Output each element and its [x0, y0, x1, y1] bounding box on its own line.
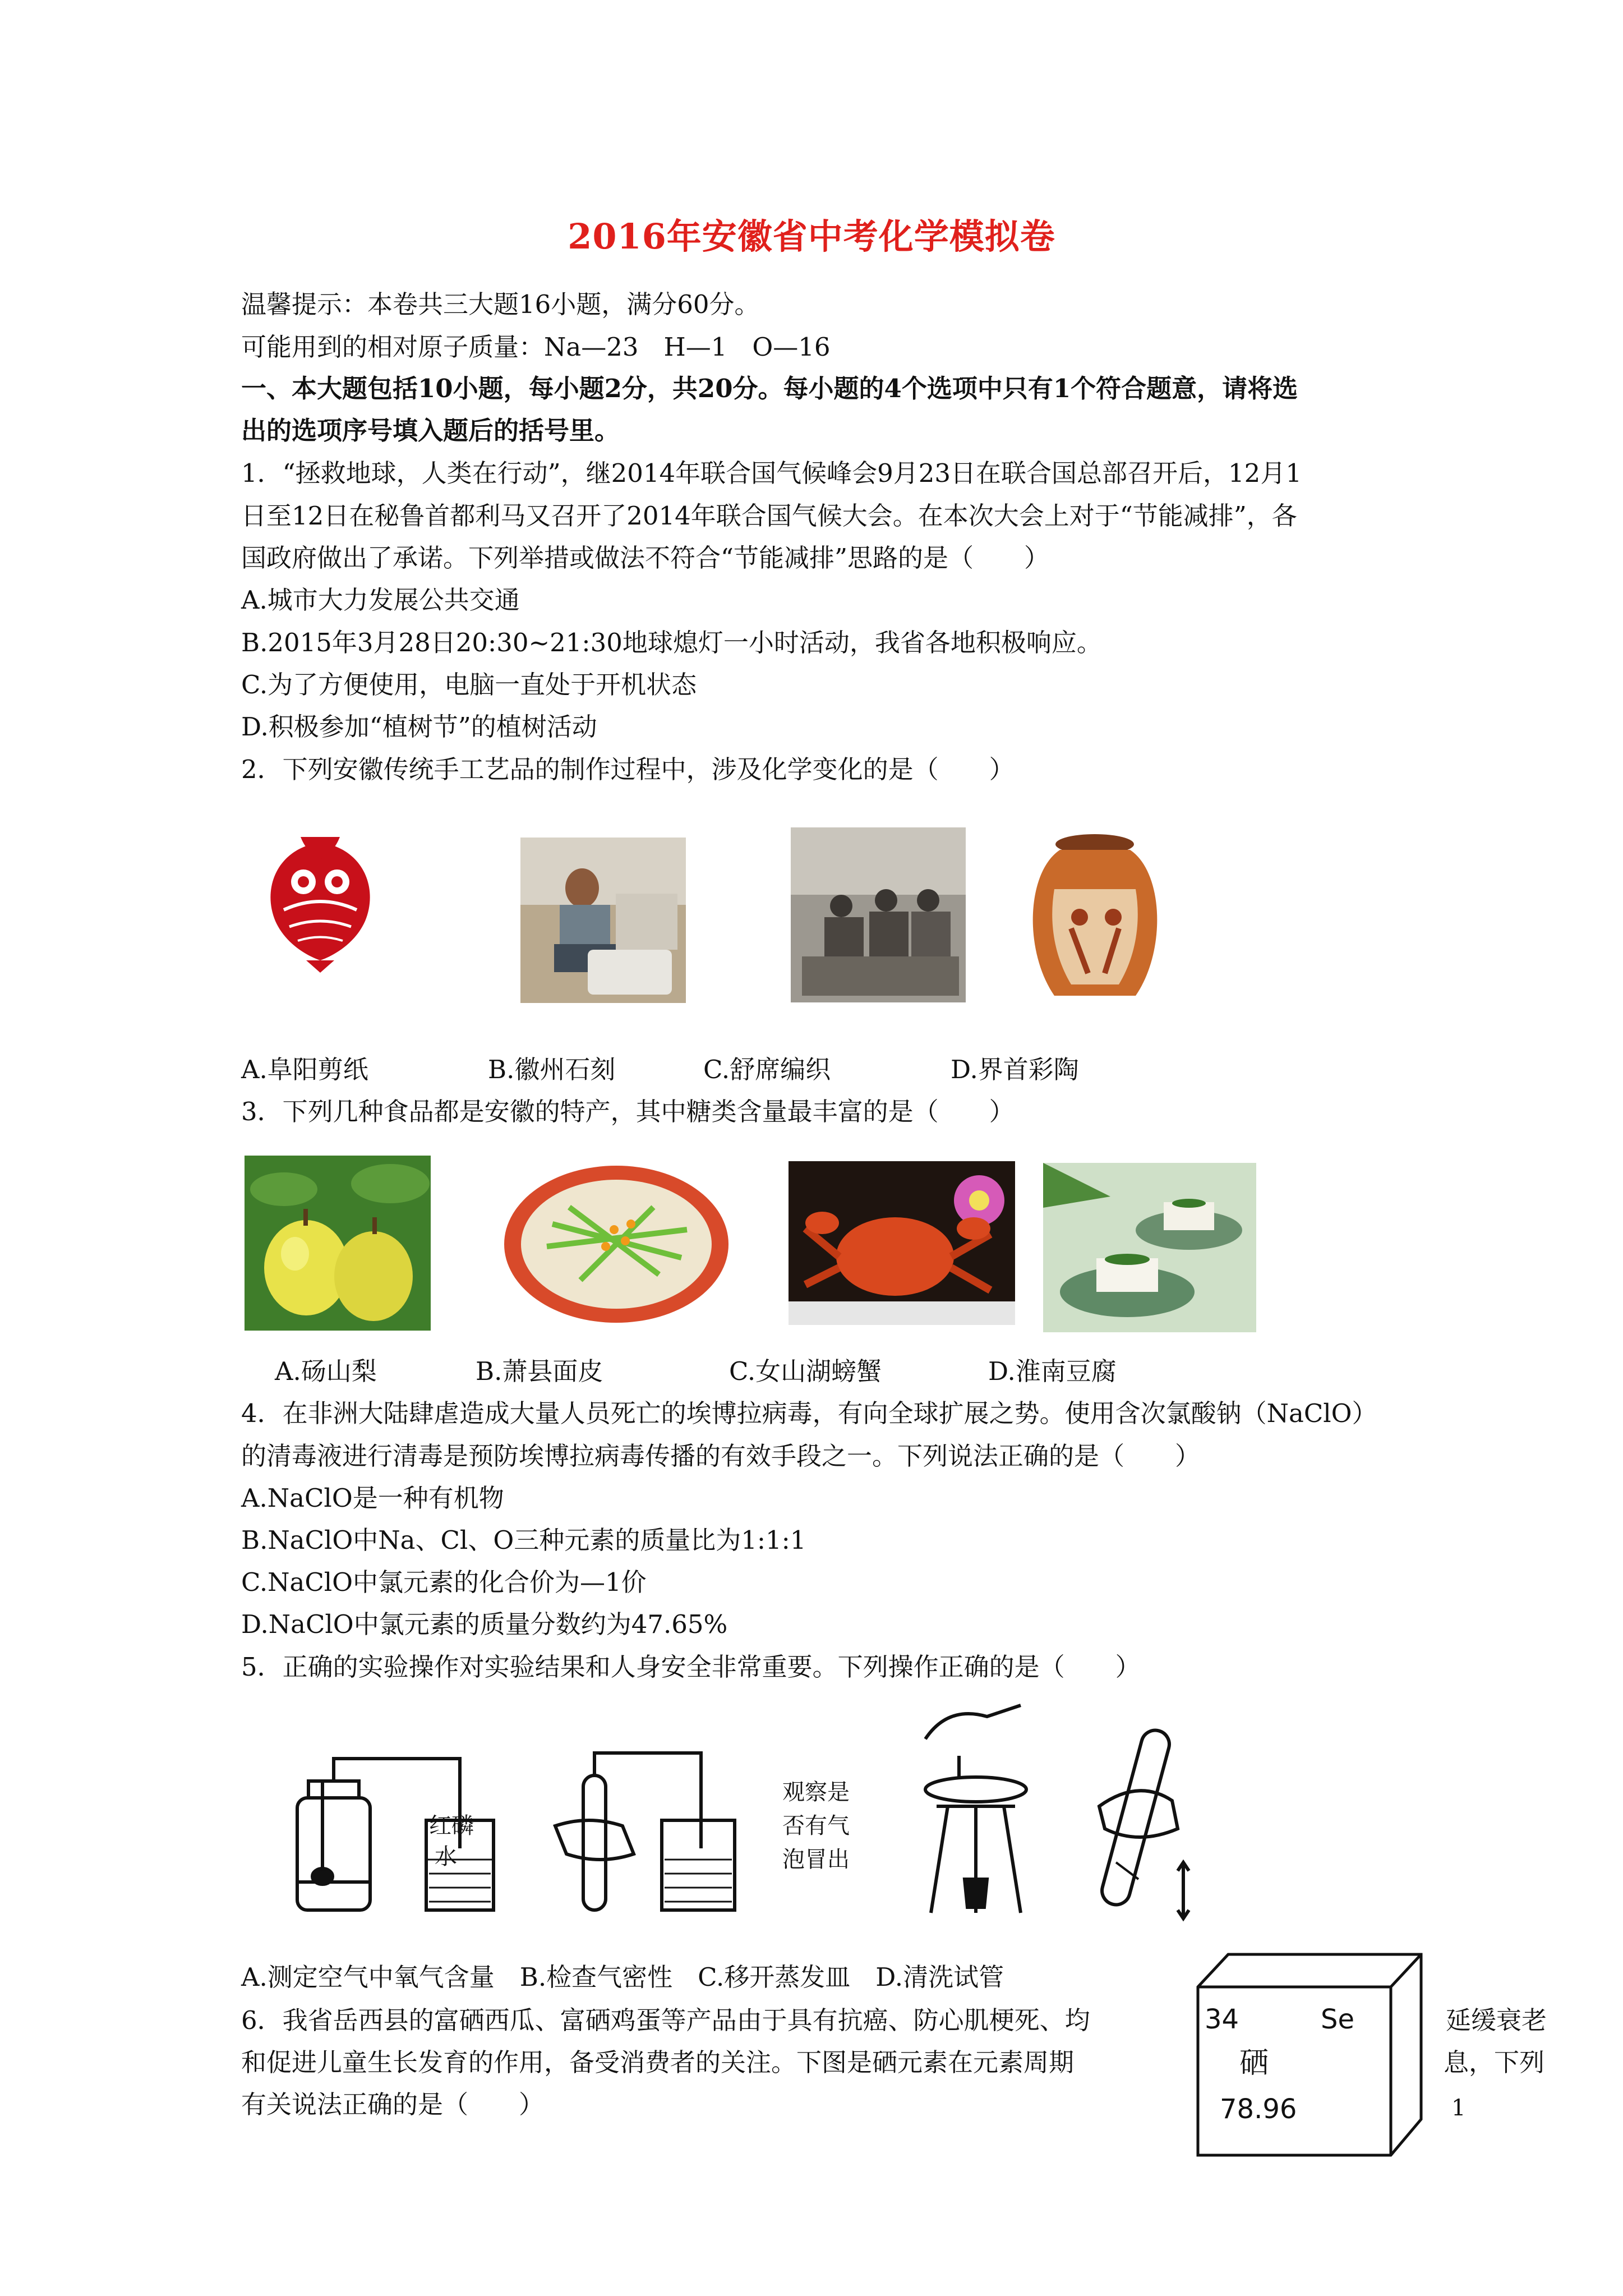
q6-line2-a: 和促进儿童生长发育的作用，备受消费者的关注。下图是硒元素在元素周期: [241, 2047, 1075, 2077]
q4-option-b: B.NaClO中Na、Cl、O三种元素的质量比为1:1:1: [241, 1525, 806, 1555]
label-observe-2: 否有气: [782, 1813, 850, 1839]
painted-pottery-image: [1015, 827, 1175, 1010]
q4-line1: 4．在非洲大陆肆虐造成大量人员死亡的埃博拉病毒，有向全球扩展之势。使用含次氯酸钠（NaClO）: [241, 1398, 1377, 1428]
q3-option-c: C.女山湖螃蟹: [729, 1356, 882, 1386]
q1-option-d: D.积极参加“植树节”的植树活动: [241, 712, 597, 742]
noodle-sheet-image: [502, 1162, 731, 1326]
label-red-phosphorus: 红磷: [429, 1813, 474, 1839]
q6-line3: 有关说法正确的是（ ）: [241, 2090, 545, 2119]
q2-stem: 2．下列安徽传统手工艺品的制作过程中，涉及化学变化的是（ ）: [241, 754, 1015, 784]
mat-weaving-image: [791, 827, 966, 1002]
q4-option-c: C.NaClO中氯元素的化合价为—1价: [241, 1567, 647, 1597]
element-name: 硒: [1239, 2046, 1269, 2080]
q5-stem: 5．正确的实验操作对实验结果和人身安全非常重要。下列操作正确的是（ ）: [241, 1652, 1141, 1682]
paper-cut-fish-image: [245, 826, 396, 977]
q6-line1-a: 6．我省岳西县的富硒西瓜、富硒鸡蛋等产品由于具有抗癌、防心肌梗死、均: [241, 2005, 1090, 2035]
element-symbol: Se: [1321, 2004, 1354, 2035]
tips: 温馨提示：本卷共三大题16小题，满分60分。: [241, 289, 760, 319]
q3-option-b: B.萧县面皮: [476, 1356, 603, 1386]
q6-line1-b: 延缓衰老: [1446, 2005, 1547, 2035]
element-number: 34: [1205, 2004, 1239, 2035]
stone-carving-image: [520, 838, 686, 1003]
crab-image: [789, 1161, 1015, 1325]
q2-option-a: A.阜阳剪纸: [241, 1055, 368, 1084]
apparatus-c-d-diagram: [914, 1694, 1228, 1935]
label-water: 水: [435, 1844, 457, 1870]
label-observe-3: 泡冒出: [782, 1847, 850, 1872]
q1-option-b: B.2015年3月28日20:30~21:30地球熄灯一小时活动，我省各地积极响应。: [241, 628, 1102, 657]
q5-options: A.测定空气中氧气含量 B.检查气密性 C.移开蒸发皿 D.清洗试管: [241, 1962, 1004, 1992]
q1-option-a: A.城市大力发展公共交通: [241, 585, 520, 615]
q1-line1: 1．“拯救地球，人类在行动”，继2014年联合国气候峰会9月23日在联合国总部召开后，12月1: [241, 458, 1302, 488]
element-mass: 78.96: [1220, 2093, 1297, 2125]
page-title: 2016年安徽省中考化学模拟卷: [568, 216, 1055, 257]
apparatus-a-b-diagram: [275, 1742, 768, 1921]
q1-option-c: C.为了方便使用，电脑一直处于开机状态: [241, 670, 697, 700]
q1-line3: 国政府做出了承诺。下列举措或做法不符合“节能减排”思路的是（ ）: [241, 543, 1050, 573]
q4-option-a: A.NaClO是一种有机物: [241, 1483, 504, 1513]
q1-line2: 日至12日在秘鲁首都利马又召开了2014年联合国气候大会。在本次大会上对于“节能减排”，各: [241, 501, 1297, 531]
q3-option-a: A.砀山梨: [275, 1356, 377, 1386]
q3-option-d: D.淮南豆腐: [988, 1356, 1117, 1386]
selenium-element-box: [1195, 1951, 1424, 2159]
section1-line1: 一、本大题包括10小题，每小题2分，共20分。每小题的4个选项中只有1个符合题意，请将选: [241, 374, 1298, 403]
pear-image: [245, 1156, 431, 1331]
q4-option-d: D.NaClO中氯元素的质量分数约为47.65%: [241, 1609, 728, 1639]
label-observe-1: 观察是: [782, 1779, 850, 1805]
section1-line2: 出的选项序号填入题后的括号里。: [241, 416, 620, 445]
q2-option-d: D.界首彩陶: [951, 1055, 1079, 1084]
q2-option-b: B.徽州石刻: [488, 1055, 616, 1084]
page-number: 1: [1451, 2095, 1466, 2121]
q3-stem: 3．下列几种食品都是安徽的特产，其中糖类含量最丰富的是（ ）: [241, 1097, 1015, 1126]
q2-option-c: C.舒席编织: [703, 1055, 831, 1084]
q6-line2-b: 息，下列: [1444, 2047, 1545, 2077]
atomic-mass: 可能用到的相对原子质量：Na—23 H—1 O—16: [241, 332, 831, 362]
q4-line2: 的清毒液进行清毒是预防埃博拉病毒传播的有效手段之一。下列说法正确的是（ ）: [241, 1441, 1201, 1471]
tofu-image: [1043, 1163, 1256, 1332]
